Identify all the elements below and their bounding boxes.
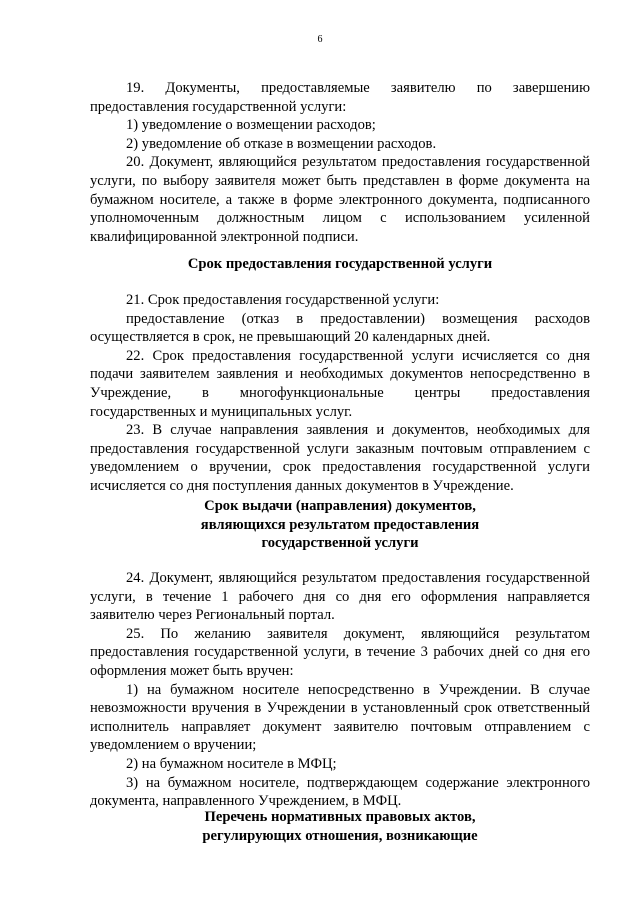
section-service-term [90,291,590,496]
paragraph-19: 19. Документы, предоставляемые заявителю по завершению предоставления государственной услуги: [90,80,590,115]
paragraph-21: 21. Срок предоставления государственной услуги: [126,292,440,308]
heading-legal-acts-line-2: регулирующих отношения, возникающие [202,827,478,844]
paragraph-24: 24. Документ, являющийся результатом предоставления государственной услуги, в течение 1 рабочего дня со дня его оформления направляется заявителю через Региональный портал. [90,570,590,624]
heading-issue-term-line-2: являющихся результатом предоставления [200,516,480,533]
heading-service-term-block [90,255,590,274]
list-item-19-2: 2) уведомление об отказе в возмещении расходов. [126,135,437,152]
heading-legal-acts-block [90,808,590,845]
paragraph-22: 22. Срок предоставления государственной услуги исчисляется со дня подачи заявителем заявления и необходимых документов непосредственно в Учреждение, в многофункциональные центры предоставления государственных и муниципальных услуг. [90,347,590,420]
section-documents-result [90,79,590,246]
heading-legal-acts-line-1: Перечень нормативных правовых актов, [204,809,476,825]
section-issue-term [90,569,590,811]
heading-issue-term-line-3: государственной услуги [261,535,419,552]
list-item-25-1: 1) на бумажном носителе непосредственно в Учреждении. В случае невозможности вручения в Учреждении в установленный срок ответственный исполнитель направляет документ заявителю почтовым отправлением с уведомлением о вручении; [90,681,590,754]
list-item-25-2: 2) на бумажном носителе в МФЦ; [126,755,337,772]
list-item-25-3: 3) на бумажном носителе, подтверждающем содержание электронного документа, направленного Учреждением, в МФЦ. [90,774,590,810]
heading-issue-term-block [90,497,590,553]
paragraph-21-text: предоставление (отказ в предоставлении) возмещения расходов осуществляется в срок, не превышающий 20 календарных дней. [90,310,590,346]
heading-service-term: Срок предоставления государственной услуги [187,256,493,272]
paragraph-25: 25. По желанию заявителя документ, являющийся результатом предоставления государственной услуги, в течение 3 рабочих дней со дня его оформления может быть вручен: [90,625,590,679]
list-item-19-1: 1) уведомление о возмещении расходов; [126,117,376,134]
paragraph-23: 23. В случае направления заявления и документов, необходимых для предоставления государственной услуги заказным почтовым отправлением с уведомлением о вручении, срок предоставления государственной услуги исчисляется со дня поступления данных документов в Учреждение. [90,422,590,494]
page-number: 6 [317,34,323,45]
paragraph-20: 20. Документ, являющийся результатом предоставления государственной услуги, по выбору заявителя может быть представлен в форме документа на бумажном носителе, а также в форме электронного документа, подписанного уполномоченным должностным лицом с использованием усиленной квалифицированной электронной подписи. [90,154,590,245]
heading-issue-term-line-1: Срок выдачи (направления) документов, [204,498,476,514]
